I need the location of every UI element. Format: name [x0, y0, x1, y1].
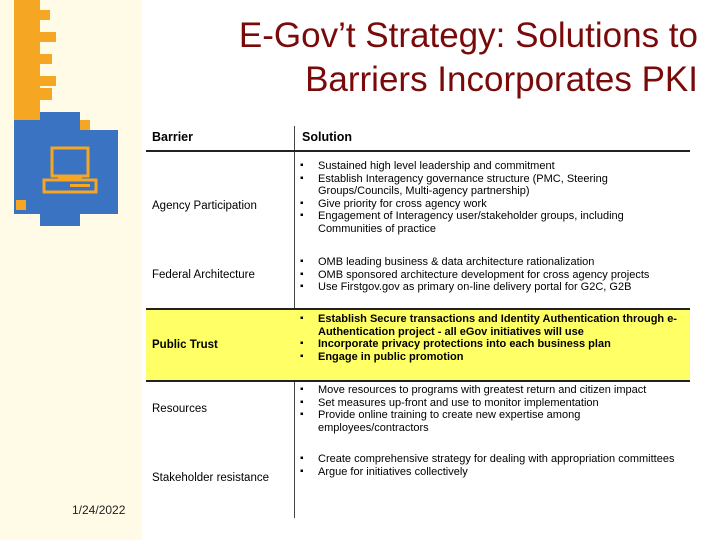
barrier-solution-table — [146, 126, 690, 518]
title-line-1: E-Gov’t Strategy: Solutions to — [238, 16, 698, 55]
barrier-label: Resources — [152, 403, 207, 415]
list-item: ▪ Set measures up-front and use to monitor implementation — [298, 397, 688, 410]
table-row-stakeholder-resistance — [146, 444, 690, 516]
list-item: ▪ Give priority for cross agency work — [298, 198, 688, 211]
list-item: ▪ Provide online training to create new expertise among employees/contractors — [298, 409, 688, 434]
list-item: ▪ OMB sponsored architecture development for cross agency projects — [298, 269, 688, 282]
list-item: ▪ Use Firstgov.gov as primary on-line delivery portal for G2C, G2B — [298, 281, 688, 294]
solution-list — [298, 313, 688, 363]
title-line-2: Barriers Incorporates PKI — [305, 60, 698, 99]
list-item: ▪ Create comprehensive strategy for dealing with appropriation committees — [298, 453, 688, 466]
solution-list — [298, 384, 688, 434]
barrier-label: Federal Architecture — [152, 269, 255, 281]
solution-list — [298, 256, 688, 294]
header-solution: Solution — [302, 130, 352, 144]
list-item: ▪ Incorporate privacy protections into each business plan — [298, 338, 688, 351]
list-item: ▪ Engage in public promotion — [298, 351, 688, 364]
table-row-federal-architecture — [146, 254, 690, 308]
slide-date: 1/24/2022 — [72, 503, 126, 517]
list-item: ▪ Sustained high level leadership and commitment — [298, 160, 688, 173]
list-item: ▪ OMB leading business & data architecture rationalization — [298, 256, 688, 269]
list-item: ▪ Argue for initiatives collectively — [298, 466, 688, 479]
table-row-resources — [146, 382, 690, 444]
table-row-public-trust — [146, 310, 690, 380]
solution-list — [298, 160, 688, 235]
computer-key-logo-icon — [0, 0, 142, 540]
slide-title — [150, 14, 698, 102]
barrier-label: Agency Participation — [152, 200, 257, 212]
list-item: ▪ Establish Secure transactions and Identity Authentication through e-Authentication project - all eGov initiatives will use — [298, 313, 688, 338]
header-barrier: Barrier — [152, 130, 193, 144]
sidebar-decoration — [0, 0, 142, 540]
barrier-label: Stakeholder resistance — [152, 472, 269, 484]
list-item: ▪ Engagement of Interagency user/stakeholder groups, including Communities of practice — [298, 210, 688, 235]
list-item: ▪ Move resources to programs with greatest return and citizen impact — [298, 384, 688, 397]
solution-list — [298, 453, 688, 478]
table-row-agency-participation — [146, 152, 690, 254]
barrier-label: Public Trust — [152, 339, 218, 351]
list-item: ▪ Establish Interagency governance structure (PMC, Steering Groups/Councils, Multi-agency partnership) — [298, 173, 688, 198]
